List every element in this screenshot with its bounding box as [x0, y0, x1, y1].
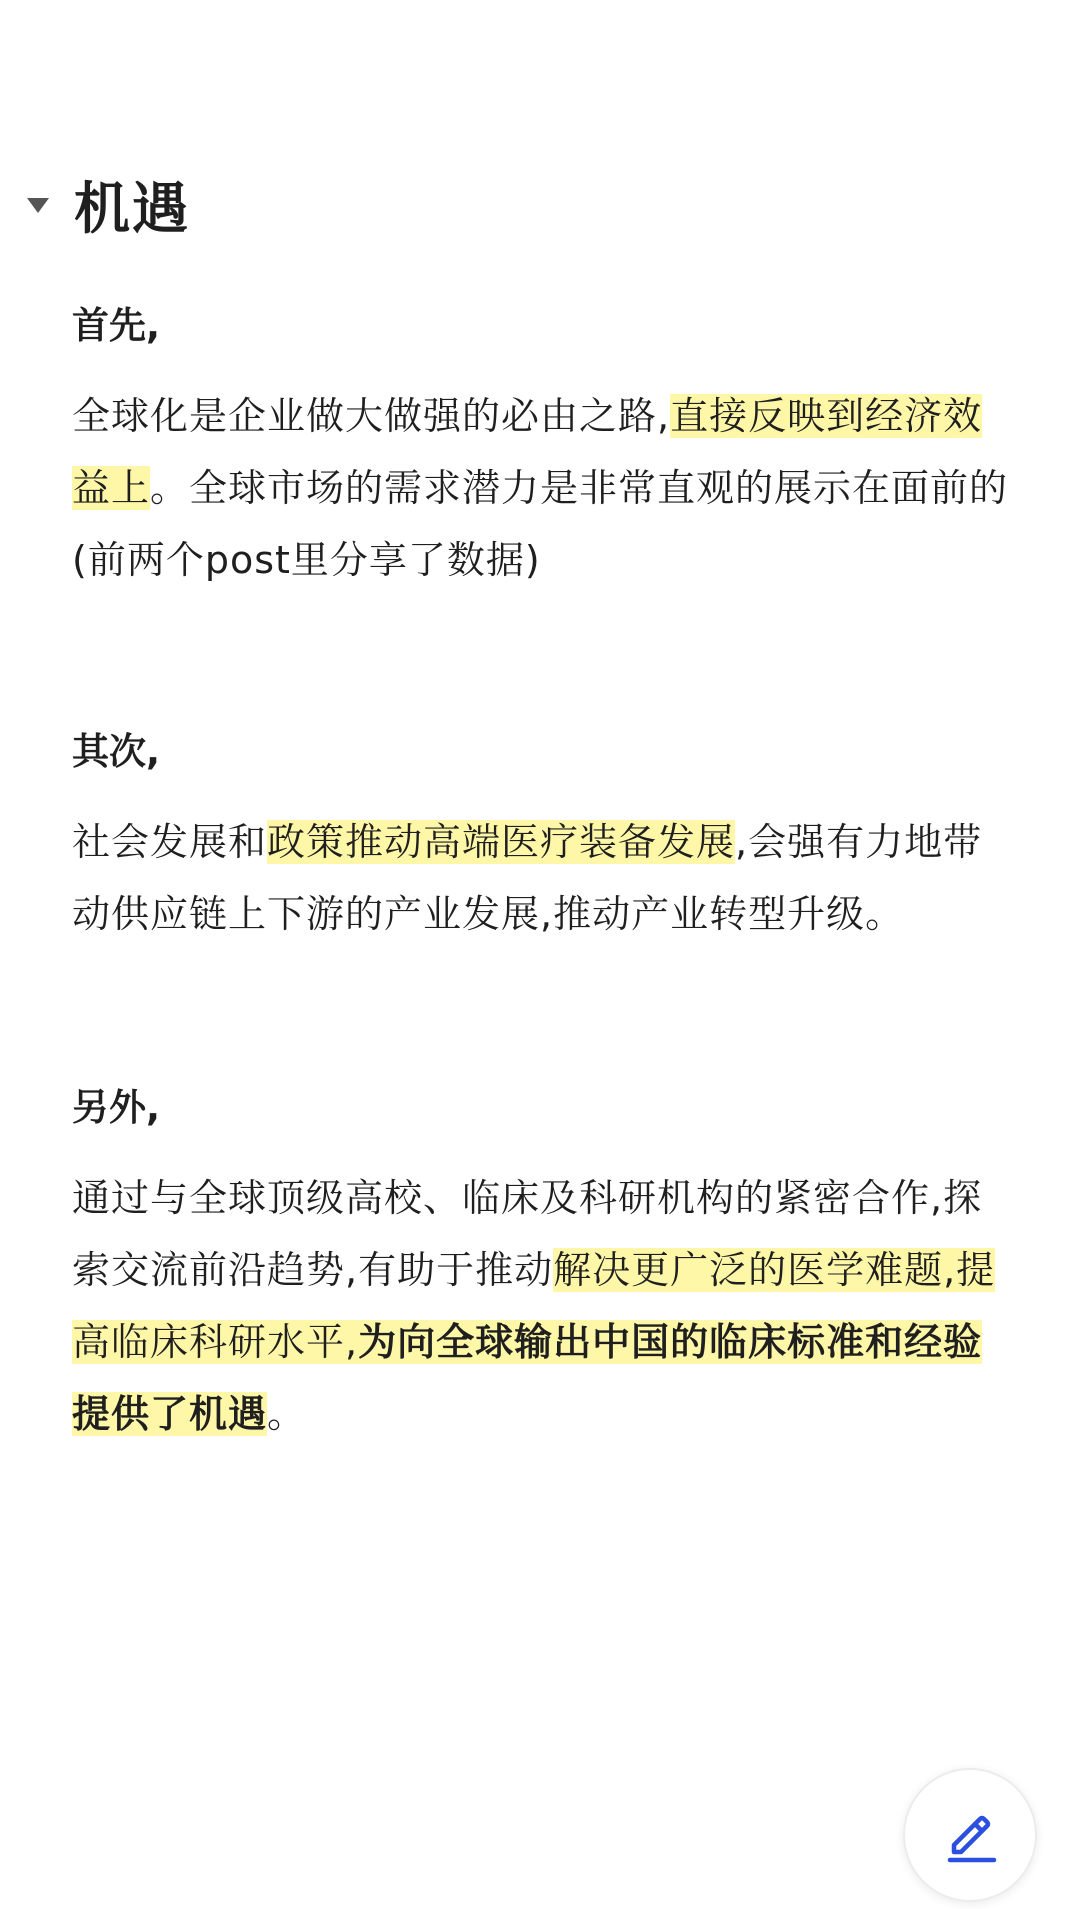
- highlighted-text: 政策推动高端医疗装备发展: [267, 820, 736, 864]
- highlighted-bold-text: 为向全球输出中国的临床标准和经验提供了机遇: [72, 1320, 983, 1436]
- text-segment: 社会发展和: [72, 820, 268, 864]
- edit-pencil-icon: [940, 1805, 1000, 1865]
- block-paragraph-second: [72, 806, 1012, 950]
- text-segment: 全球化是企业做大做强的必由之路,: [72, 394, 671, 438]
- edit-button[interactable]: [903, 1768, 1037, 1902]
- block-heading-third: 另外,: [72, 1086, 161, 1129]
- section-header[interactable]: [18, 170, 190, 240]
- block-heading-first: 首先,: [72, 304, 161, 347]
- section-content: [72, 300, 1012, 1450]
- block-paragraph-first: [72, 380, 1012, 596]
- highlighted-text: 解决更广泛的医学难题,提高临床科研水平,: [72, 1248, 996, 1364]
- section-title: 机遇: [74, 177, 190, 242]
- highlighted-text: 直接反映到经济效益上: [72, 394, 983, 510]
- text-segment: 通过与全球顶级高校、临床及科研机构的紧密合作,探索交流前沿趋势,有助于推动: [72, 1176, 983, 1292]
- text-segment: 。全球市场的需求潜力是非常直观的展示在面前的(前两个post里分享了数据): [72, 466, 1009, 582]
- text-segment: 。: [267, 1392, 307, 1436]
- block-paragraph-third: [72, 1162, 1012, 1450]
- block-heading-second: 其次,: [72, 730, 161, 773]
- text-segment: ,会强有力地带动供应链上下游的产业发展,推动产业转型升级。: [72, 820, 983, 936]
- caret-down-icon[interactable]: [18, 185, 58, 225]
